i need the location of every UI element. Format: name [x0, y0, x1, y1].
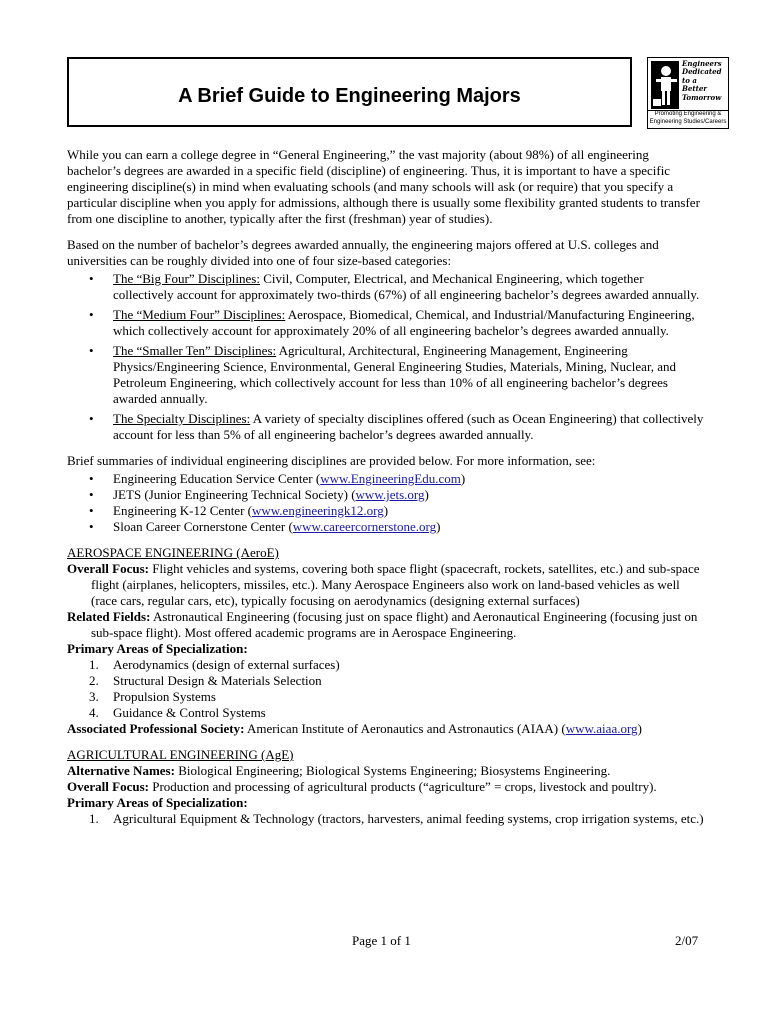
aerospace-areas-label: Primary Areas of Specialization: — [67, 641, 248, 656]
list-item: • The “Big Four” Disciplines: Civil, Computer, Electrical, and Mechanical Engineering, which together collectively account for approximately two-thirds (67%) of all engineering bachelor’s degrees awarded annually. — [67, 271, 705, 303]
resources-intro: Brief summaries of individual engineering disciplines are provided below. For more information, see: — [67, 453, 596, 468]
list-item: • The Specialty Disciplines: A variety of specialty disciplines offered (such as Ocean Engineering) that collectively account for less than 5% of all engineering bachelor’s degrees awarded annually. — [67, 411, 705, 443]
list-item: • The “Smaller Ten” Disciplines: Agricultural, Architectural, Engineering Management, Engineering Physics/Engineering Science, Environmental, General Engineering Studies, Materials, Mining, Nuclear, and Petroleum Engineering, which collectively account for less than 10% of all engineering bachelor’s degrees awarded annually. — [67, 343, 705, 407]
intro-paragraph-2: Based on the number of bachelor’s degrees awarded annually, the engineering majors offered at U.S. colleges and universities can be roughly divided into one of four size-based categories: — [67, 237, 659, 268]
intro-paragraph-1: While you can earn a college degree in “General Engineering,” the vast majority (about 98%) of all engineering bachelor’s degrees are awarded in a specific field (discipline) of engineering. Thus, it is important to have a specific engineering discipline(s) in mind when evaluating schools (and many schools will ask (or require) that you specify a particular discipline when you apply for admissions, although there is usually some flexibility granted students to transfer from one discipline to another, typically after the first (freshman) year of studies). — [67, 147, 700, 226]
aerospace-related: Related Fields: Astronautical Engineering (focusing just on space flight) and Aeronautical Engineering (focusing just on sub-space flight). Most offered academic programs are in Aerospace Engineering. — [67, 609, 698, 640]
footer-date: 2/07 — [675, 933, 699, 948]
logo — [647, 57, 729, 129]
list-item: • Engineering Education Service Center (www.EngineeringEdu.com) — [67, 471, 705, 487]
agricultural-heading: AGRICULTURAL ENGINEERING (AgE) — [67, 747, 294, 762]
list-item: • JETS (Junior Engineering Technical Society) (www.jets.org) — [67, 487, 705, 503]
link-jets[interactable]: www.jets.org — [355, 487, 425, 502]
link-engineeringedu[interactable]: www.EngineeringEdu.com — [320, 471, 461, 486]
agricultural-areas-list — [67, 811, 705, 827]
page-number: Page 1 of 1 — [352, 933, 411, 948]
list-item: 1. Aerodynamics (design of external surfaces) — [89, 657, 340, 672]
list-item: • Engineering K-12 Center (www.engineeringk12.org) — [67, 503, 705, 519]
aerospace-areas-list — [67, 657, 705, 721]
list-item: 2. Structural Design & Materials Selection — [89, 673, 322, 688]
link-careercornerstone[interactable]: www.careercornerstone.org — [292, 519, 437, 534]
aerospace-focus: Overall Focus: Flight vehicles and systems, covering both space flight (spacecraft, rockets, satellites, etc.) and sub-space flight (airplanes, helicopters, missiles, etc.). Many Aerospace Engineers also work on land-based vehicles as well (race cars, regular cars, etc), typically focusing on aerodynamics (designing external surfaces) — [67, 561, 700, 608]
logo-script: Engineers Dedicated to a Better Tomorrow — [682, 59, 722, 102]
main-content — [67, 147, 705, 827]
list-item: 1. Agricultural Equipment & Technology (tractors, harvesters, animal feeding systems, crop irrigation systems, etc.) — [89, 811, 704, 826]
logo-caption: Promoting Engineering & Engineering Studies/Careers — [648, 110, 728, 128]
list-item: 3. Propulsion Systems — [89, 689, 216, 704]
link-engineeringk12[interactable]: www.engineeringk12.org — [251, 503, 384, 518]
aerospace-heading: AEROSPACE ENGINEERING (AeroE) — [67, 545, 279, 560]
agricultural-alt-names: Alternative Names: Biological Engineering; Biological Systems Engineering; Biosystems Engineering. — [67, 763, 611, 778]
aerospace-society: Associated Professional Society: American Institute of Aeronautics and Astronautics (AIAA) (www.aiaa.org) — [67, 721, 642, 736]
resources-list — [67, 471, 705, 535]
engineer-figure-icon — [651, 61, 679, 109]
list-item: • Sloan Career Cornerstone Center (www.careercornerstone.org) — [67, 519, 705, 535]
list-item: 4. Guidance & Control Systems — [89, 705, 266, 720]
list-item: • The “Medium Four” Disciplines: Aerospace, Biomedical, Chemical, and Industrial/Manufacturing Engineering, which collectively account for approximately 20% of all engineering bachelor’s degrees awarded annually. — [67, 307, 705, 339]
category-list — [67, 271, 705, 443]
link-aiaa[interactable]: www.aiaa.org — [565, 721, 638, 736]
agricultural-areas-label: Primary Areas of Specialization: — [67, 795, 248, 810]
agricultural-focus: Overall Focus: Production and processing of agricultural products (“agriculture” = crops, livestock and poultry). — [67, 779, 657, 794]
page-title: A Brief Guide to Engineering Majors — [178, 85, 521, 107]
title-box — [67, 57, 632, 127]
